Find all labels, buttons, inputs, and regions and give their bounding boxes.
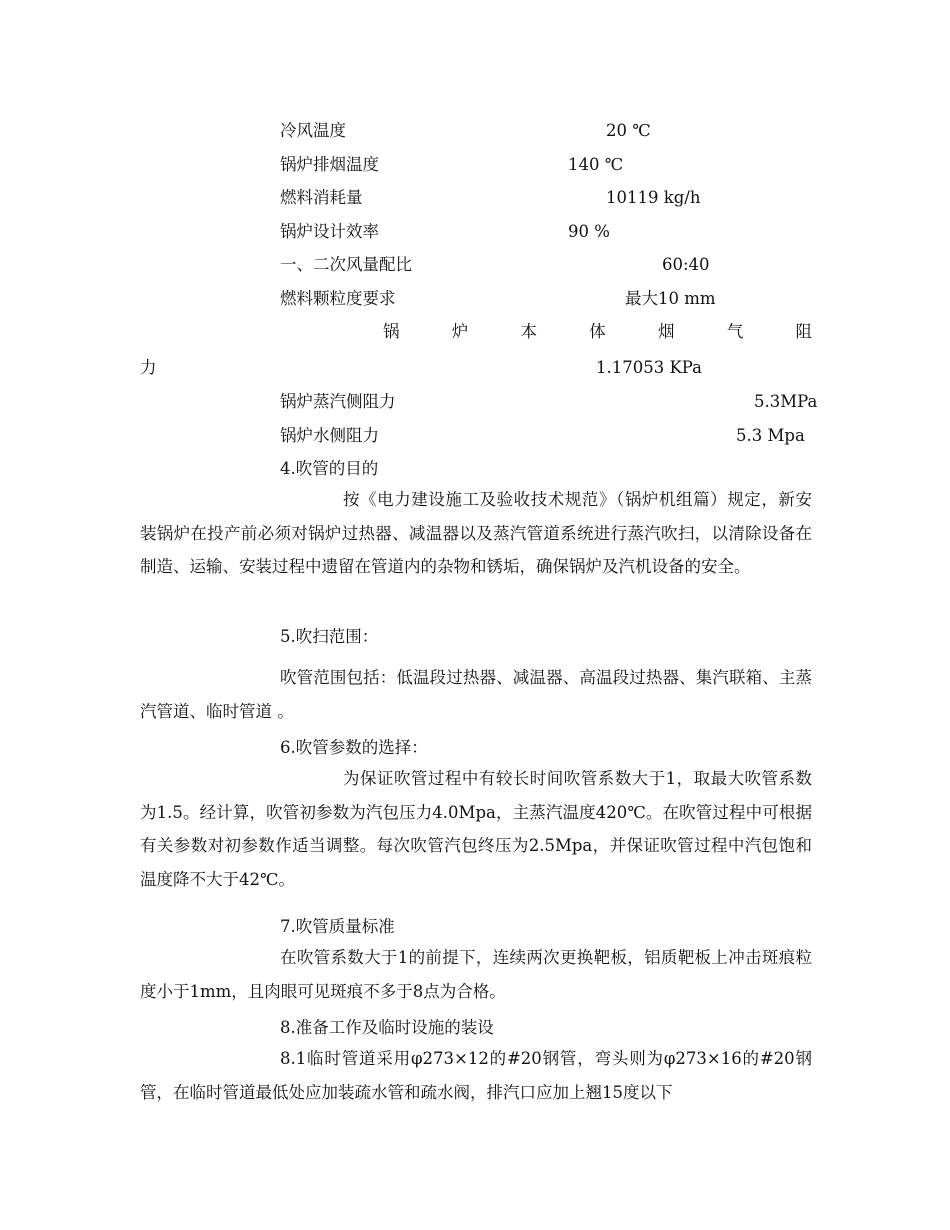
section-heading-scope: 5.吹扫范围： xyxy=(280,627,379,646)
section-body-quality: 在吹管系数大于1的前提下，连续两次更换靶板，铝质靶板上冲击斑痕粒度小于1mm，且肉眼可见斑痕不多于8点为合格。 xyxy=(140,948,812,1001)
spread-char: 本 xyxy=(520,322,537,341)
spec-value-design-efficiency: 90 % xyxy=(568,222,610,241)
spec-label-fuel-consumption: 燃料消耗量 xyxy=(280,188,363,207)
section-body-scope: 吹管范围包括：低温段过热器、减温器、高温段过热器、集汽联箱、主蒸汽管道、临时管道 。 xyxy=(140,668,812,721)
section-heading-quality: 7.吹管质量标准 xyxy=(280,917,395,936)
spec-label-exhaust-temp: 锅炉排烟温度 xyxy=(280,155,379,174)
section-heading-parameters: 6.吹管参数的选择： xyxy=(280,738,428,757)
spread-char: 气 xyxy=(726,322,744,341)
spec-label-cold-air-temp: 冷风温度 xyxy=(280,121,346,140)
spread-char: 阻 xyxy=(795,322,812,341)
spec-label-design-efficiency: 锅炉设计效率 xyxy=(280,222,379,241)
section-body-parameters: 为保证吹管过程中有较长时间吹管系数大于1，取最大吹管系数为1.5。经计算，吹管初参数为汽包压力4.0Mpa，主蒸汽温度420℃。在吹管过程中可根据有关参数对初参数作适当调整。每次吹管汽包终压为2.5Mpa，并保证吹管过程中汽包饱和温度降不大于42℃。 xyxy=(140,769,812,889)
spec-value-exhaust-temp: 140 ℃ xyxy=(568,155,624,174)
spec-value-air-ratio: 60:40 xyxy=(662,255,710,274)
spec-label-flue-resistance-spread xyxy=(383,322,812,342)
section-heading-purpose: 4.吹管的目的 xyxy=(280,459,379,478)
spec-value-flue-resistance: 1.17053 KPa xyxy=(596,358,703,377)
spread-char: 炉 xyxy=(451,322,469,341)
spec-label-air-ratio: 一、二次风量配比 xyxy=(280,255,412,274)
spec-label-water-side-resistance: 锅炉水侧阻力 xyxy=(280,426,379,445)
spread-char: 体 xyxy=(589,322,606,341)
spec-value-fuel-consumption: 10119 kg/h xyxy=(606,188,701,207)
section-heading-preparation: 8.准备工作及临时设施的装设 xyxy=(280,1018,494,1037)
spec-label-flue-resistance-tail: 力 xyxy=(140,358,157,377)
section-body-temp-piping: 8.1临时管道采用φ273×12的#20钢管，弯头则为φ273×16的#20钢管，在临时管道最低处应加装疏水管和疏水阀，排汽口应加上翘15度以下 xyxy=(140,1049,812,1102)
spread-char: 锅 xyxy=(383,322,400,341)
spec-value-fuel-granularity: 最大10 mm xyxy=(625,289,716,308)
spec-value-water-side-resistance: 5.3 Mpa xyxy=(736,426,805,445)
spec-value-cold-air-temp: 20 ℃ xyxy=(606,121,651,140)
section-body-purpose: 按《电力建设施工及验收技术规范》（锅炉机组篇）规定，新安装锅炉在投产前必须对锅炉过热器、减温器以及蒸汽管道系统进行蒸汽吹扫，以清除设备在制造、运输、安装过程中遗留在管道内的杂物和锈垢，确保锅炉及汽机设备的安全。 xyxy=(140,490,812,576)
spread-char: 烟 xyxy=(658,322,675,341)
spec-label-fuel-granularity: 燃料颗粒度要求 xyxy=(280,289,396,308)
spec-label-steam-side-resistance: 锅炉蒸汽侧阻力 xyxy=(280,392,396,411)
spec-value-steam-side-resistance: 5.3MPa xyxy=(754,392,818,411)
